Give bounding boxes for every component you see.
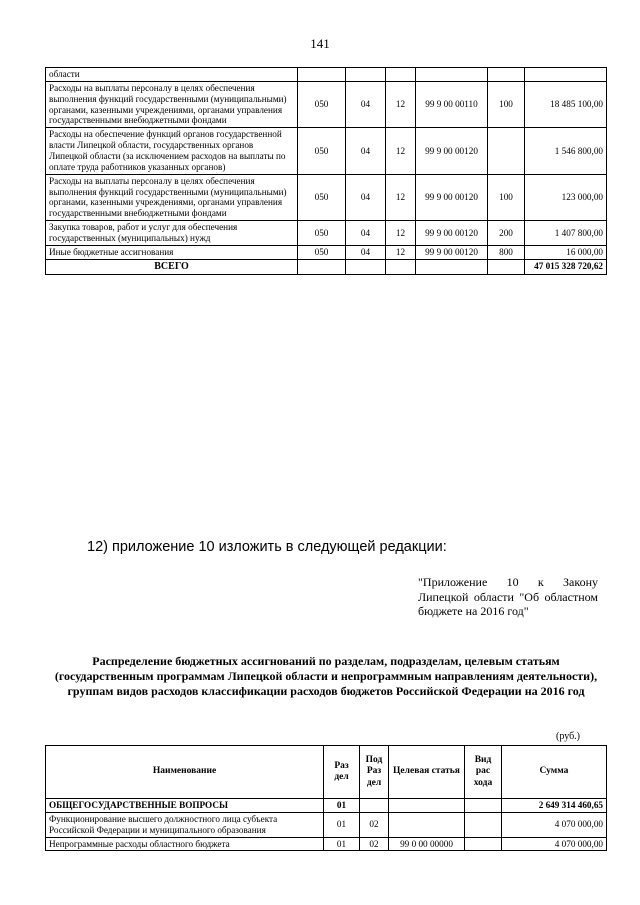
row-rz: 04 — [346, 221, 386, 246]
row-sum: 2 649 314 460,65 — [502, 799, 607, 813]
row-sum: 123 000,00 — [525, 174, 607, 220]
appendix-note: "Приложение 10 к Закону Липецкой области "Об областном бюджете на 2016 год" — [418, 575, 598, 619]
row-vr: 100 — [488, 174, 525, 220]
document-title: Распределение бюджетных ассигнований по разделам, подразделам, целевым статьям (государственным программам Липецкой области и непрограммным направлениям деятельности), группам видов расходов классификации расходов бюджетов Российской Федерации на 2016 год — [54, 654, 598, 698]
intro-text: 12) приложение 10 изложить в следующей редакции: — [87, 539, 447, 555]
row-csr: 99 9 00 00120 — [416, 245, 488, 259]
row-csr — [389, 799, 465, 813]
row-sum: 1 407 800,00 — [525, 221, 607, 246]
total-row — [46, 259, 607, 274]
row-sum — [525, 68, 607, 82]
header-expense-type: Вид рас хода — [465, 746, 502, 799]
row-csr: 99 9 00 00120 — [416, 174, 488, 220]
table-row — [46, 174, 607, 220]
row-gr: 050 — [298, 221, 346, 246]
row-pr: 12 — [386, 221, 416, 246]
table-row — [46, 812, 607, 837]
row-sum: 4 070 000,00 — [502, 837, 607, 851]
row-name: области — [46, 68, 298, 82]
table-row — [46, 837, 607, 851]
row-vr: 200 — [488, 221, 525, 246]
row-gr — [298, 68, 346, 82]
row-vr — [488, 128, 525, 174]
row-gr: 050 — [298, 128, 346, 174]
row-pr: 12 — [386, 81, 416, 127]
row-name: Функционирование высшего должностного лица субъекта Российской Федерации и муниципального образования — [46, 812, 324, 837]
row-name: ОБЩЕГОСУДАРСТВЕННЫЕ ВОПРОСЫ — [46, 799, 324, 813]
row-csr: 99 9 00 00120 — [416, 221, 488, 246]
currency-note: (руб.) — [556, 731, 580, 742]
row-rz: 04 — [346, 128, 386, 174]
row-name: Закупка товаров, работ и услуг для обеспечения государственных (муниципальных) нужд — [46, 221, 298, 246]
page-number: 141 — [310, 36, 330, 51]
row-gr: 050 — [298, 245, 346, 259]
total-label: ВСЕГО — [46, 259, 298, 274]
row-pr: 02 — [360, 812, 389, 837]
row-csr: 99 0 00 00000 — [389, 837, 465, 851]
row-pr: 02 — [360, 837, 389, 851]
row-name: Расходы на обеспечение функций органов государственной власти Липецкой области, государственных органов Липецкой области (за исключением расходов на выплаты по оплате труда работников указанных органов) — [46, 128, 298, 174]
row-vr: 100 — [488, 81, 525, 127]
row-pr: 12 — [386, 174, 416, 220]
row-name: Непрограммные расходы областного бюджета — [46, 837, 324, 851]
row-csr — [416, 68, 488, 82]
row-sum: 4 070 000,00 — [502, 812, 607, 837]
row-sum: 1 546 800,00 — [525, 128, 607, 174]
row-gr: 050 — [298, 174, 346, 220]
row-name: Расходы на выплаты персоналу в целях обеспечения выполнения функций государственными (муниципальными) органами, казенными учреждениями, органами управления государственными внебюджетными фондами — [46, 174, 298, 220]
row-csr: 99 9 00 00110 — [416, 81, 488, 127]
row-pr — [386, 68, 416, 82]
allocation-table — [45, 745, 607, 851]
row-rz: 04 — [346, 81, 386, 127]
row-rz: 01 — [324, 812, 360, 837]
row-gr: 050 — [298, 81, 346, 127]
row-sum: 16 000,00 — [525, 245, 607, 259]
row-rz: 04 — [346, 174, 386, 220]
table-row — [46, 221, 607, 246]
table-row — [46, 245, 607, 259]
row-vr — [488, 68, 525, 82]
row-name: Расходы на выплаты персоналу в целях обеспечения выполнения функций государственными (муниципальными) органами, казенными учреждениями, органами управления государственными внебюджетными фондами — [46, 81, 298, 127]
row-sum: 18 485 100,00 — [525, 81, 607, 127]
header-name: Наименование — [46, 746, 324, 799]
header-section: Раз дел — [324, 746, 360, 799]
table-header-row — [46, 746, 607, 799]
row-pr: 12 — [386, 128, 416, 174]
total-sum: 47 015 328 720,62 — [525, 259, 607, 274]
row-rz: 01 — [324, 837, 360, 851]
header-subsection: Под Раз дел — [360, 746, 389, 799]
row-pr: 12 — [386, 245, 416, 259]
row-name: Иные бюджетные ассигнования — [46, 245, 298, 259]
header-target: Целевая статья — [389, 746, 465, 799]
row-rz: 04 — [346, 245, 386, 259]
row-rz: 01 — [324, 799, 360, 813]
header-sum: Сумма — [502, 746, 607, 799]
row-csr: 99 9 00 00120 — [416, 128, 488, 174]
row-vr: 800 — [488, 245, 525, 259]
row-vr — [465, 812, 502, 837]
table-row — [46, 128, 607, 174]
row-rz — [346, 68, 386, 82]
table-row — [46, 68, 607, 82]
row-vr — [465, 837, 502, 851]
row-csr — [389, 812, 465, 837]
table-row — [46, 81, 607, 127]
table-row — [46, 799, 607, 813]
row-pr — [360, 799, 389, 813]
expense-structure-table — [45, 67, 607, 275]
row-vr — [465, 799, 502, 813]
